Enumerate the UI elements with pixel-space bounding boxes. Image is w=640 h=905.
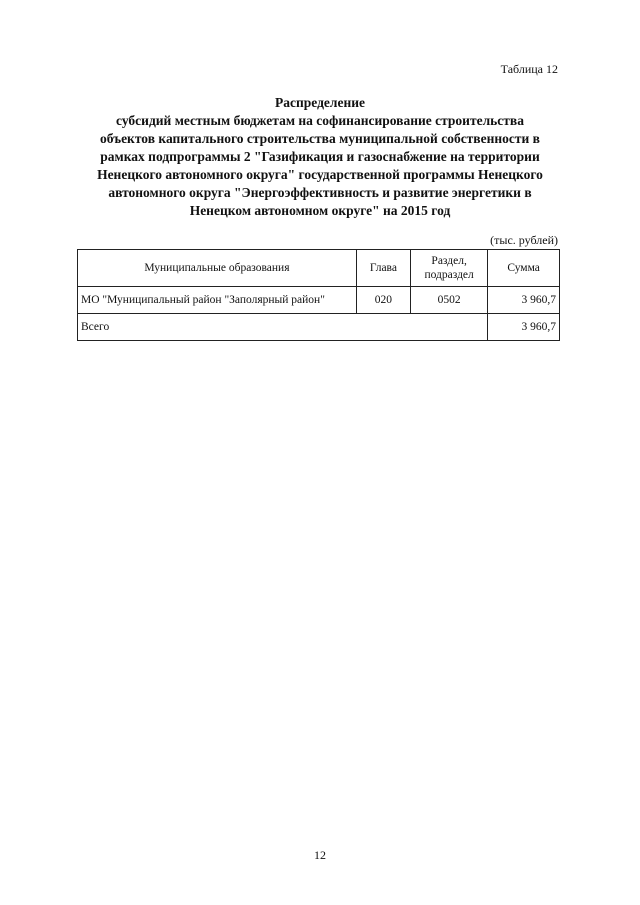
- title-line: субсидий местным бюджетам на софинансирование строительства: [116, 113, 524, 128]
- table-row: [78, 287, 560, 314]
- title-line: объектов капитального строительства муниципальной собственности в: [100, 131, 540, 146]
- header-municipality: Муниципальные образования: [78, 250, 357, 287]
- header-sum: Сумма: [488, 250, 560, 287]
- header-section-line2: подраздел: [424, 269, 474, 281]
- title-line: Ненецкого автономного округа" государственной программы Ненецкого: [97, 167, 543, 182]
- page-number: 12: [314, 848, 326, 862]
- cell-municipality: МО "Муниципальный район "Заполярный район": [78, 287, 357, 314]
- table-number-label: Таблица 12: [500, 62, 558, 76]
- header-section: [411, 250, 488, 287]
- title-line: Ненецком автономном округе" на 2015 год: [189, 203, 451, 218]
- total-sum: 3 960,7: [488, 314, 560, 341]
- cell-sum: 3 960,7: [488, 287, 560, 314]
- units-label: (тыс. рублей): [490, 233, 558, 247]
- title-line: автономного округа "Энергоэффективность и развитие энергетики в: [108, 185, 532, 200]
- table-total-row: [78, 314, 560, 341]
- header-chapter: Глава: [356, 250, 410, 287]
- document-title: [60, 94, 580, 220]
- title-line: Распределение: [274, 95, 366, 110]
- title-line: рамках подпрограммы 2 "Газификация и газоснабжение на территории: [100, 149, 540, 164]
- subsidy-table: [77, 249, 560, 341]
- cell-section: 0502: [411, 287, 488, 314]
- table-header-row: [78, 250, 560, 287]
- cell-chapter: 020: [356, 287, 410, 314]
- header-section-line1: Раздел,: [431, 255, 467, 267]
- total-label: Всего: [78, 314, 488, 341]
